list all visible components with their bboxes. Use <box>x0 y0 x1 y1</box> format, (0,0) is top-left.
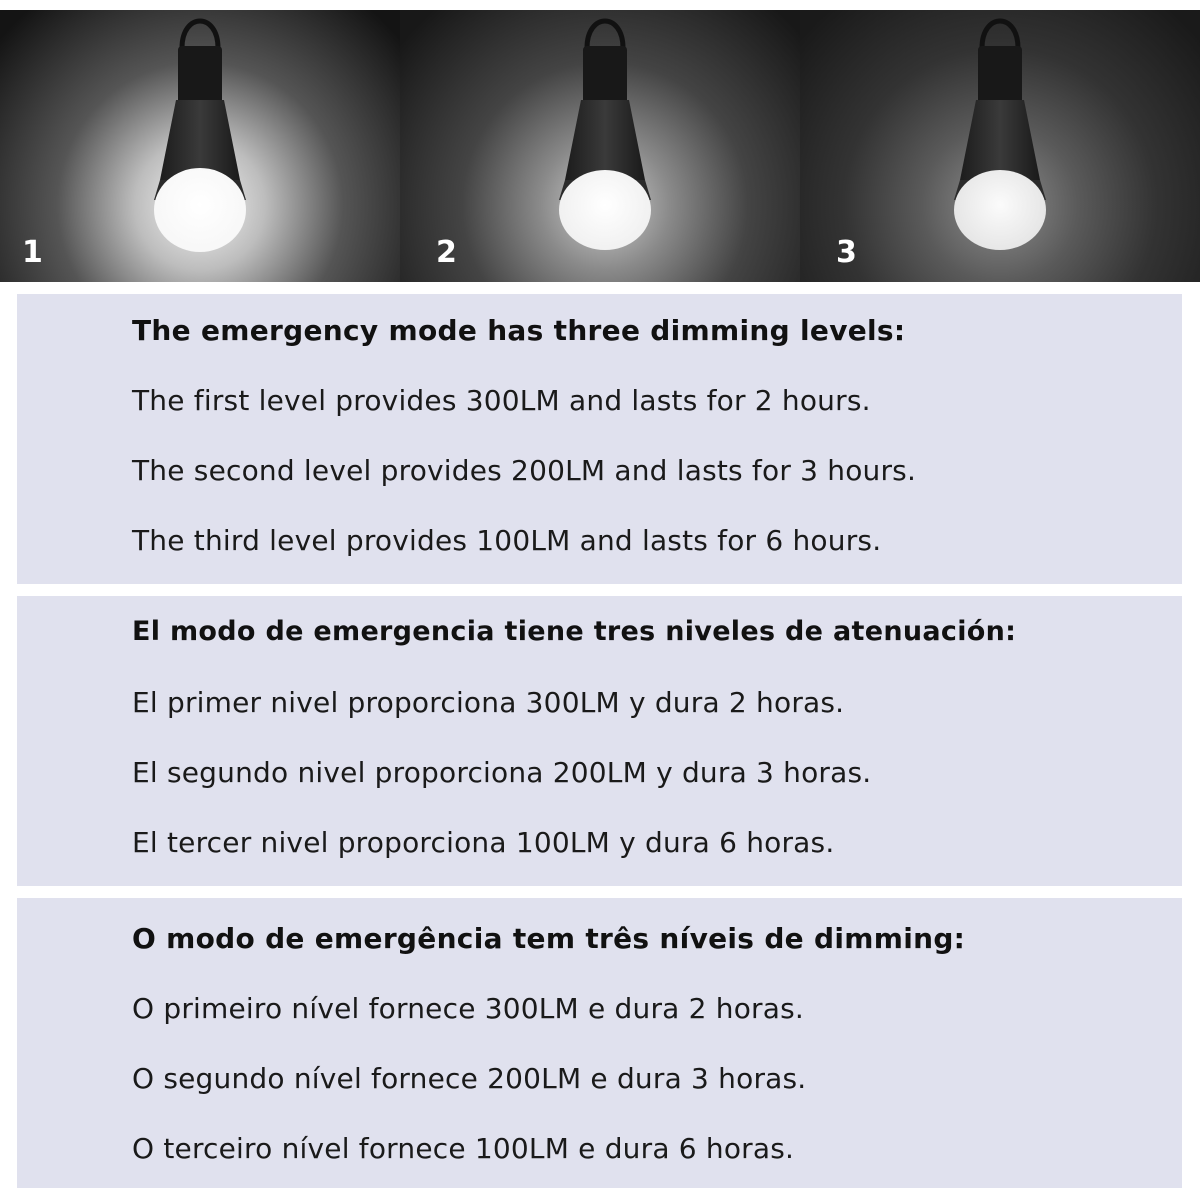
section-heading: The emergency mode has three dimming levels: <box>132 314 906 347</box>
info-box-portuguese <box>17 898 1182 1188</box>
bulb-image-1 <box>0 10 400 282</box>
info-box-english <box>17 294 1182 584</box>
level-line-1: El primer nivel proporciona 300LM y dura 2 horas. <box>132 686 845 719</box>
section-heading: O modo de emergência tem três níveis de dimming: <box>132 922 966 955</box>
bulb-image-3 <box>800 10 1200 282</box>
bulb-panel-1 <box>0 10 400 282</box>
level-line-2: The second level provides 200LM and lasts for 3 hours. <box>132 454 917 487</box>
level-line-1: O primeiro nível fornece 300LM e dura 2 horas. <box>132 992 804 1025</box>
level-line-2: El segundo nivel proporciona 200LM y dura 3 horas. <box>132 756 872 789</box>
level-line-3: El tercer nivel proporciona 100LM y dura 6 horas. <box>132 826 835 859</box>
bulb-image-2 <box>400 10 800 282</box>
info-box-spanish <box>17 596 1182 886</box>
bulb-photo-strip <box>0 10 1200 282</box>
bulb-panel-3 <box>800 10 1200 282</box>
level-line-1: The first level provides 300LM and lasts for 2 hours. <box>132 384 871 417</box>
level-line-3: The third level provides 100LM and lasts for 6 hours. <box>132 524 882 557</box>
section-heading: El modo de emergencia tiene tres niveles de atenuación: <box>132 616 1017 647</box>
bulb-panel-2 <box>400 10 800 282</box>
level-line-2: O segundo nível fornece 200LM e dura 3 horas. <box>132 1062 807 1095</box>
panel-number-3: 3 <box>836 235 857 270</box>
level-line-3: O terceiro nível fornece 100LM e dura 6 horas. <box>132 1132 795 1165</box>
panel-number-2: 2 <box>436 235 457 270</box>
panel-number-1: 1 <box>22 235 43 270</box>
